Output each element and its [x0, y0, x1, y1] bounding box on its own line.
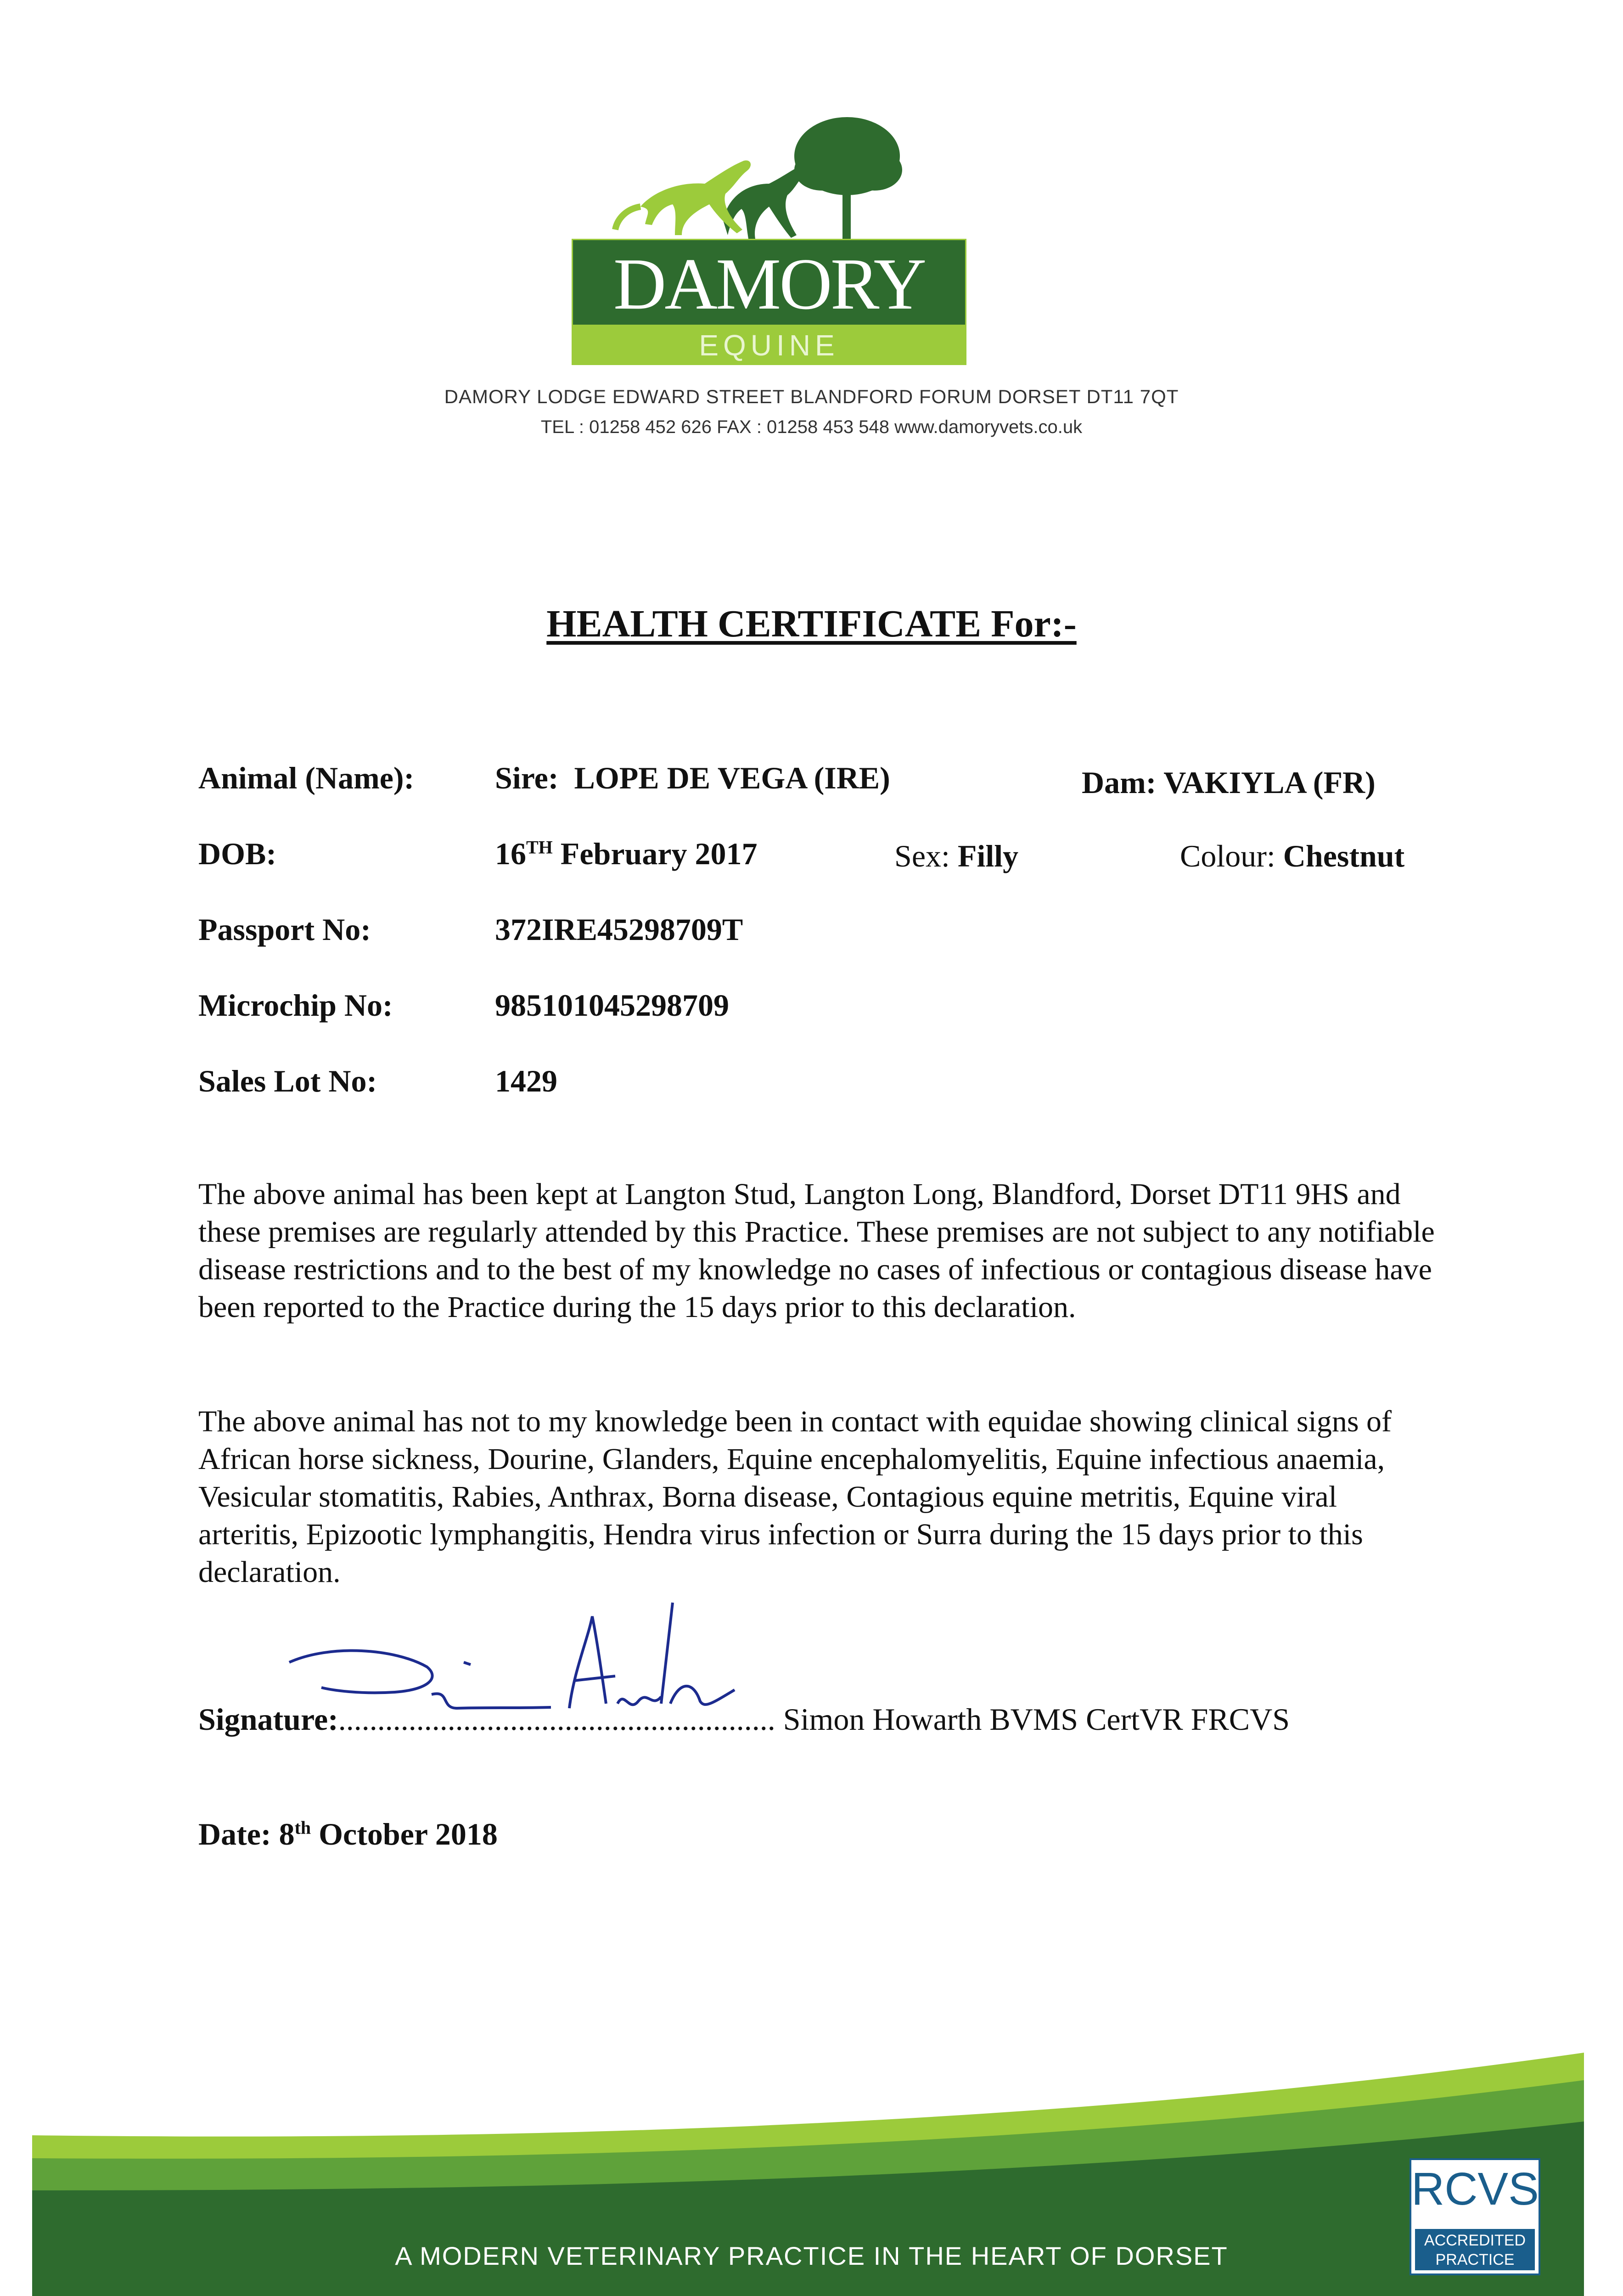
address-line: DAMORY LODGE EDWARD STREET BLANDFORD FORUM DORSET DT11 7QT — [444, 386, 1179, 407]
premises-statement: The above animal has been kept at Langton Stud, Langton Long, Blandford, Dorset DT11 9HS and these premises are regularly attended by this Practice. These premises are not subject to any notifiable disease restrictions and to the best of my knowledge no cases of infectious or contagious disease have been reported to the Practice during the 15 days prior to this declaration. — [198, 1177, 1435, 1324]
rcvs-accredited-badge — [1410, 2158, 1540, 2275]
damory-logo — [572, 115, 966, 365]
passport-label — [198, 912, 371, 948]
signature-line — [198, 1701, 1290, 1738]
date-rest: October 2018 — [319, 1817, 498, 1851]
dob-suffix: TH — [526, 837, 553, 858]
sales-lot-label: Sales Lot No: — [198, 1064, 377, 1098]
sex-field — [894, 838, 1018, 874]
sire-value: LOPE DE VEGA (IRE) — [574, 760, 890, 795]
dob-value — [495, 836, 758, 872]
dob-day: 16 — [495, 836, 526, 871]
contact-line: TEL : 01258 452 626 FAX : 01258 453 548 www.damoryvets.co.uk — [540, 417, 1083, 437]
dam-label: Dam: — [1082, 765, 1157, 800]
date-field — [198, 1816, 498, 1852]
dam-field — [1082, 765, 1376, 801]
colour-field — [1180, 838, 1404, 874]
logo-subtitle: EQUINE — [572, 326, 966, 365]
sire-field — [495, 760, 890, 796]
logo-wordmark: DAMORY — [572, 239, 966, 326]
page-title: HEALTH CERTIFICATE For:- — [546, 602, 1077, 645]
rcvs-logo-text: RCVS — [1411, 2163, 1539, 2215]
colour-label: Colour: — [1180, 838, 1275, 873]
microchip-value: 985101045298709 — [495, 988, 729, 1023]
rcvs-caption-line2: PRACTICE — [1435, 2251, 1515, 2268]
date-day: 8 — [279, 1817, 295, 1851]
dob-rest: February 2017 — [560, 836, 758, 871]
date-label: Date: — [198, 1817, 271, 1851]
passport-value: 372IRE45298709T — [495, 912, 743, 947]
dob-label: DOB: — [198, 836, 276, 871]
signature-dots: ........................................................ — [338, 1702, 775, 1737]
passport-label-text: Passport No: — [198, 912, 371, 947]
microchip-label: Microchip No: — [198, 988, 393, 1023]
sire-label: Sire: — [495, 760, 559, 795]
colour-value: Chestnut — [1283, 838, 1405, 873]
sex-value: Filly — [957, 838, 1019, 873]
horses-tree-icon — [572, 115, 966, 243]
signature-label: Signature: — [198, 1702, 338, 1737]
dam-value: VAKIYLA (FR) — [1163, 765, 1376, 800]
rcvs-caption-line1: ACCREDITED — [1424, 2232, 1526, 2249]
animal-name-label: Animal (Name): — [198, 760, 415, 795]
signatory-name: Simon Howarth BVMS CertVR FRCVS — [783, 1702, 1290, 1737]
rcvs-caption — [1415, 2229, 1535, 2270]
sales-lot-value: 1429 — [495, 1064, 557, 1098]
footer-tagline: A MODERN VETERINARY PRACTICE IN THE HEART OF DORSET — [395, 2241, 1228, 2270]
sex-label: Sex: — [894, 838, 950, 873]
disease-contact-statement: The above animal has not to my knowledge been in contact with equidae showing clinical signs of African horse sickness, Dourine, Glanders, Equine encephalomyelitis, Equine infectious anaemia, Vesicular stomatitis, Rabies, Anthrax, Borna disease, Contagious equine metritis, Equine viral arteritis, Epizootic lymphangitis, Hendra virus infection or Surra during the 15 days prior to this declaration. — [198, 1405, 1392, 1589]
date-suffix: th — [294, 1817, 311, 1838]
